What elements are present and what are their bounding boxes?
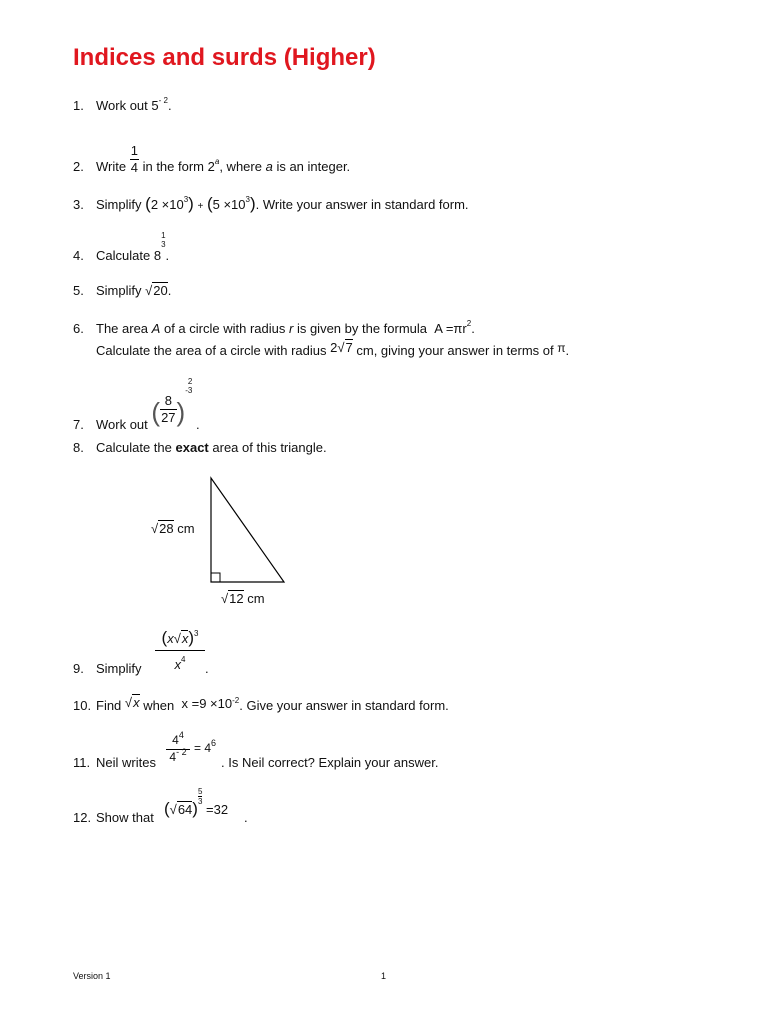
side-label-horizontal: √12 cm — [221, 591, 265, 606]
variable: r — [288, 321, 294, 336]
math-exponent: 6 — [211, 738, 217, 748]
math-exponent: - 2 — [176, 747, 187, 757]
math-exponent: 4 — [178, 730, 184, 740]
equation-rhs: =32 — [206, 802, 229, 817]
math-exponent: - 2 — [158, 96, 168, 105]
question-number: 1. — [73, 98, 84, 113]
question-5 — [73, 283, 171, 299]
radicand: x — [181, 631, 189, 646]
variable: x — [167, 631, 174, 646]
pi-symbol: π — [557, 341, 566, 355]
radicand: 12 — [229, 591, 244, 606]
question-text: . Write your answer in standard form. — [255, 197, 469, 212]
question-text: area of this triangle. — [212, 440, 327, 455]
radicand: 64 — [177, 802, 193, 817]
question-text: Write — [96, 158, 127, 174]
question-text: Calculate the — [96, 440, 172, 455]
fraction — [160, 393, 176, 426]
fraction-numerator: 1 — [130, 143, 138, 158]
question-text: . — [165, 248, 170, 263]
footer-page-number: 1 — [381, 971, 387, 981]
question-text: in the form — [142, 158, 205, 174]
math-base: 4 — [169, 750, 177, 764]
question-number: 11. — [73, 755, 91, 770]
question-text: Neil writes — [96, 755, 156, 770]
question-7 — [73, 376, 200, 442]
question-text: is given by the formula — [296, 321, 428, 336]
footer-version: Version 1 — [73, 971, 111, 981]
math-exponent: 3 — [194, 629, 199, 638]
math-exponent: 3 — [183, 195, 189, 204]
math-base: 4 — [172, 733, 179, 747]
radicand: 28 — [159, 521, 174, 536]
math-exponent: 3 — [245, 195, 250, 204]
expression: (√64) $\frac{5}{3}$ =32 — [164, 787, 229, 818]
exponent-sign: - — [185, 385, 188, 395]
radicand: 7 — [345, 340, 353, 355]
question-text: is an integer. — [276, 158, 351, 174]
question-text: . — [565, 343, 570, 358]
question-11 — [73, 755, 156, 771]
variable: x — [174, 657, 182, 672]
formula: A =πr — [434, 321, 467, 336]
question-6 — [73, 321, 475, 339]
question-text: Show that — [96, 810, 154, 825]
math-base: 5 — [151, 98, 159, 113]
question-text: . — [471, 321, 475, 336]
question-text: . — [244, 810, 248, 825]
fraction-exponent — [198, 787, 202, 806]
radical: √7 — [337, 340, 353, 355]
radicand: x — [133, 695, 140, 710]
fraction-denominator: 3 — [197, 797, 203, 806]
radicand: 20 — [153, 283, 168, 298]
fraction — [130, 143, 139, 176]
question-text: of a circle with radius — [163, 321, 286, 336]
question-text: , where — [219, 158, 262, 174]
question-text: . Is Neil correct? Explain your answer. — [221, 755, 439, 770]
emphasis: exact — [175, 440, 209, 455]
question-text: Calculate — [96, 248, 151, 263]
page-title: Indices and surds (Higher) — [73, 44, 376, 71]
question-text: Simplify — [96, 661, 142, 676]
equation-rhs — [194, 738, 217, 755]
math-base: 8 — [153, 248, 162, 263]
question-2 — [73, 143, 351, 184]
question-text: Calculate the area of a circle with radius — [96, 343, 327, 358]
math-exponent: a — [214, 156, 220, 166]
question-number: 3. — [73, 197, 84, 212]
math-exponent: 4 — [181, 655, 186, 664]
side-label-vertical: √28 cm — [151, 521, 195, 536]
equation: x =9 ×10 — [181, 696, 233, 711]
question-text: cm, giving your answer in terms of — [356, 343, 554, 358]
unit: cm — [243, 591, 265, 606]
question-number: 8. — [73, 440, 84, 455]
triangle-shape — [211, 478, 284, 582]
question-text: when — [143, 698, 175, 713]
question-6-line-2 — [96, 340, 570, 359]
fraction-numerator: 8 — [164, 393, 172, 408]
fraction-numerator: 1 — [161, 231, 166, 240]
question-8 — [73, 440, 327, 456]
question-number: 5. — [73, 283, 84, 298]
unit: cm — [173, 521, 195, 536]
math-term: 2 ×10 — [150, 197, 184, 212]
fraction-denominator — [166, 747, 190, 766]
question-3: 3. Simplify $(2 \times 10^3) + (5 \times 10^3)$. Write your answer in standard form. — [73, 194, 469, 213]
question-text: Find — [96, 698, 122, 713]
question-text: The area — [96, 321, 149, 336]
math-operator: + — [197, 201, 204, 212]
right-angle-marker — [211, 573, 220, 582]
math-term: 5 ×10 — [212, 197, 246, 212]
question-text: Work out — [96, 416, 148, 432]
fraction-numerator: $(x√x)^3$ — [155, 628, 205, 651]
math-base: 2 — [207, 158, 215, 174]
math-exponent: -2 — [232, 696, 240, 705]
question-number: 12. — [73, 810, 92, 825]
fraction-exponent — [161, 231, 165, 249]
fraction-denominator: 27 — [161, 410, 176, 425]
fraction-numerator: 5 — [197, 787, 203, 796]
variable: A — [151, 321, 161, 336]
question-text: . Give your answer in standard form. — [239, 698, 449, 713]
bracketed-fraction: ( $\frac{8}{27}$ ) — [151, 393, 186, 427]
question-text: . — [167, 98, 172, 113]
radical: √x — [124, 695, 140, 710]
question-number: 4. — [73, 248, 84, 263]
question-number: 7. — [73, 416, 84, 432]
question-number: 2. — [73, 158, 84, 174]
question-text: Simplify — [96, 197, 142, 212]
question-number: 9. — [73, 661, 84, 676]
fraction-denominator: 4 — [130, 160, 138, 175]
question-9 — [73, 661, 142, 677]
question-text: . — [205, 661, 209, 676]
question-12 — [73, 810, 154, 826]
question-text: . — [167, 283, 172, 298]
math-coefficient: 2 — [330, 340, 338, 355]
question-text: Work out — [96, 98, 148, 113]
question-1 — [73, 98, 172, 116]
question-text: Simplify — [96, 283, 142, 298]
right-triangle-diagram — [200, 470, 300, 590]
fraction-denominator: 3 — [161, 240, 166, 249]
fraction-denominator: 3 — [187, 385, 193, 395]
fraction-exponent — [185, 377, 192, 395]
question-number: 10. — [73, 698, 92, 713]
question-10 — [73, 695, 449, 716]
fraction-numerator: 2 — [187, 376, 193, 386]
variable: a — [265, 158, 273, 174]
question-text: . — [195, 416, 200, 432]
math-exponent: 2 — [466, 319, 472, 328]
fraction-denominator — [155, 657, 205, 672]
question-4 — [73, 231, 170, 264]
radical: √20 — [145, 283, 168, 298]
question-number: 6. — [73, 321, 84, 336]
math-term: = 4 — [194, 741, 212, 755]
